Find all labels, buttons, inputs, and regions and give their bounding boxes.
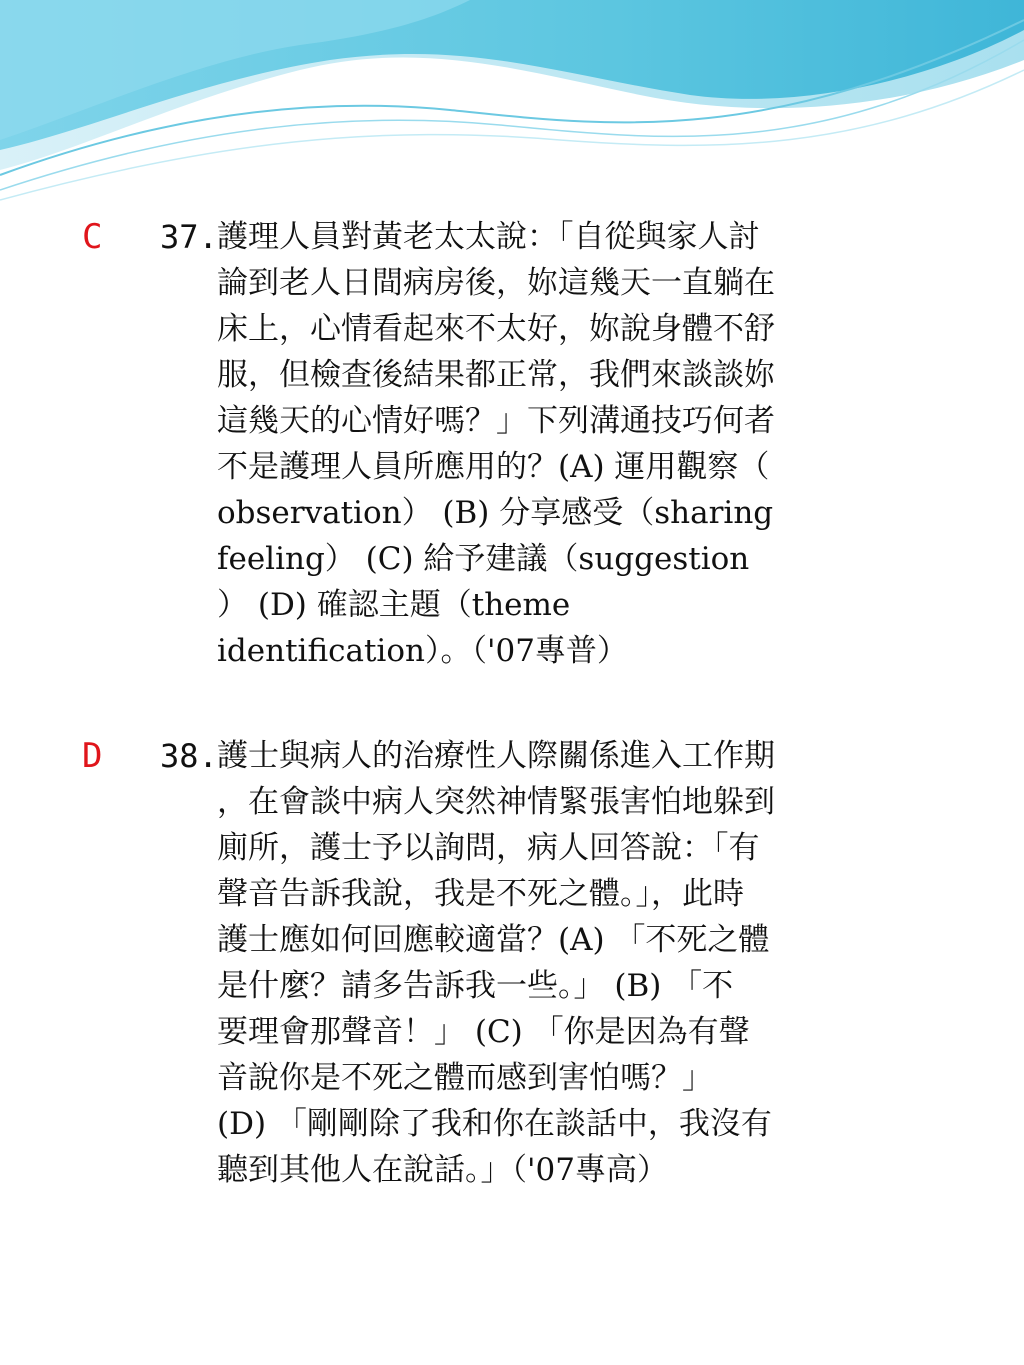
question-text-line: identification）。（'07專普）	[217, 633, 628, 669]
header-wave-decoration	[0, 0, 1024, 230]
question-text-line: 音說你是不死之體而感到害怕嗎？」	[217, 1060, 713, 1096]
question-text-line: ，在會談中病人突然神情緊張害怕地躲到	[217, 784, 775, 820]
question-text-line: 不是護理人員所應用的？(A) 運用觀察（	[217, 449, 770, 485]
question-text-line: ） (D) 確認主題（theme	[217, 587, 571, 623]
answer-key: C	[82, 217, 103, 257]
question-text-line: 床上，心情看起來不太好，妳說身體不舒	[217, 311, 775, 347]
question-text-line: 護士應如何回應較適當？(A) 「不死之體	[217, 922, 770, 958]
question-number: 37.	[160, 218, 218, 256]
question-text-line: 聲音告訴我說，我是不死之體。」，此時	[217, 876, 744, 912]
question-text-line: 是什麼？請多告訴我一些。」 (B) 「不	[217, 968, 734, 1004]
question-text-line: 護士與病人的治療性人際關係進入工作期	[217, 738, 775, 774]
question-text-line: observation） (B) 分享感受（sharing	[217, 495, 774, 531]
question-text-line: feeling） (C) 給予建議（suggestion	[217, 541, 750, 577]
question-text-line: 這幾天的心情好嗎？」下列溝通技巧何者	[217, 403, 775, 439]
question-text-line: 論到老人日間病房後，妳這幾天一直躺在	[217, 265, 775, 301]
question-text-line: 廁所，護士予以詢問，病人回答說：「有	[217, 830, 760, 866]
question-number: 38.	[160, 737, 218, 775]
question-text-line: (D) 「剛剛除了我和你在談話中，我沒有	[217, 1106, 772, 1142]
question-text-line: 要理會那聲音！」 (C) 「你是因為有聲	[217, 1014, 750, 1050]
question-text-line: 護理人員對黃老太太說：「自從與家人討	[217, 219, 760, 255]
question-text-line: 服，但檢查後結果都正常，我們來談談妳	[217, 357, 775, 393]
answer-key: D	[82, 736, 103, 776]
question-text-line: 聽到其他人在說話。」（'07專高）	[217, 1152, 668, 1188]
